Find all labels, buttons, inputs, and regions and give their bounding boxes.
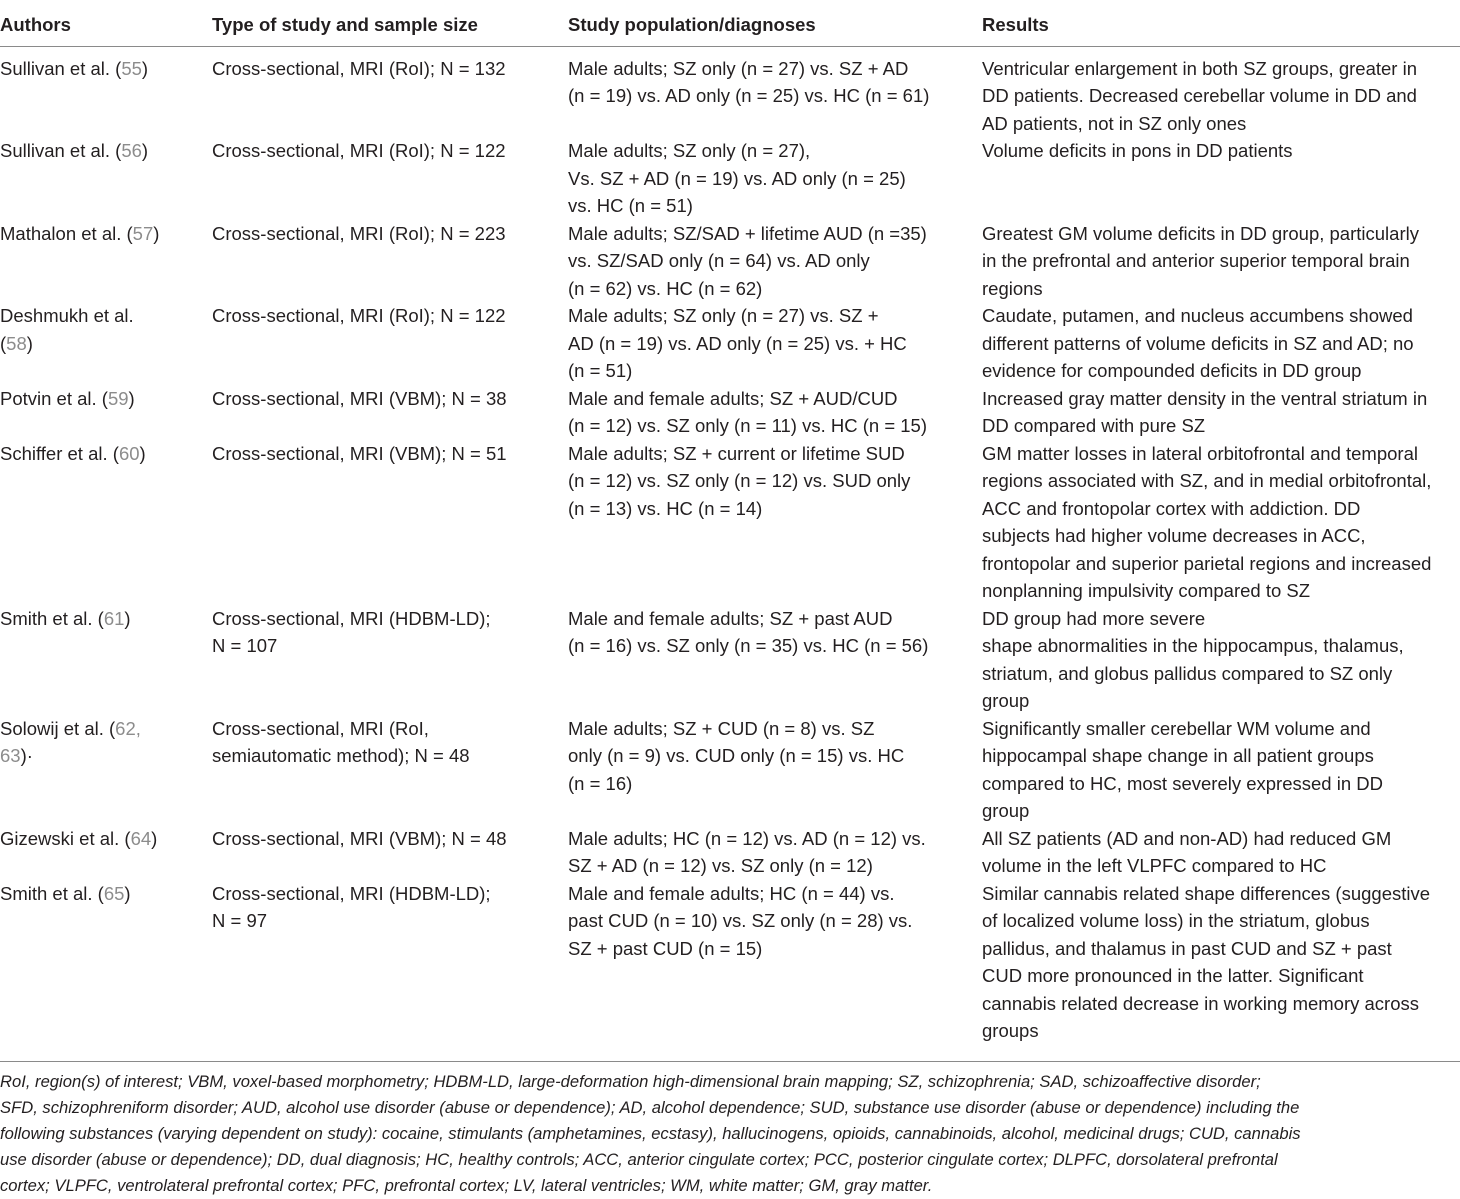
cell-study-type — [212, 825, 568, 880]
reference-link[interactable]: 56 — [121, 140, 142, 161]
cell-author — [0, 302, 212, 385]
author-name-tail: ) — [124, 607, 131, 629]
cell-population — [568, 605, 982, 715]
table-header — [0, 0, 1460, 46]
cell-population-line: AD (n = 19) vs. AD only (n = 25) vs. + HC — [568, 332, 907, 354]
reference-link[interactable]: 58 — [6, 332, 27, 354]
cell-results-line: of localized volume loss) in the striatum, globus — [982, 910, 1370, 931]
author-name: Gizewski et al. ( — [0, 827, 131, 849]
header-authors: Authors — [0, 0, 212, 46]
cell-population-line: Male and female adults; SZ + past AUD — [568, 607, 893, 629]
reference-link[interactable]: 61 — [103, 607, 125, 629]
cell-results-line: Increased gray matter density in the ventral striatum in — [982, 387, 1428, 409]
cell-study-type-line: N = 97 — [212, 910, 268, 931]
cell-results-line: DD group had more severe — [982, 607, 1206, 629]
cell-results-line: CUD more pronounced in the latter. Significant — [982, 965, 1364, 986]
reference-link[interactable]: 59 — [107, 387, 129, 409]
author-name-tail: ) — [141, 57, 149, 79]
cell-population-line: Vs. SZ + AD (n = 19) vs. AD only (n = 25) — [568, 167, 906, 189]
cell-study-type-line: Cross-sectional, MRI (HDBM-LD); — [212, 882, 491, 904]
cell-population — [568, 302, 982, 385]
author-name-tail: ) — [26, 332, 33, 354]
cell-results-line: DD compared with pure SZ — [982, 415, 1206, 436]
reference-link[interactable]: 63 — [0, 745, 21, 766]
cell-population-line: only (n = 9) vs. CUD only (n = 15) vs. HC — [568, 745, 905, 766]
cell-results-line: regions — [982, 277, 1043, 299]
cell-results-line: cannabis related decrease in working memory across — [982, 992, 1420, 1014]
cell-results-line: in the prefrontal and anterior superior temporal brain — [982, 250, 1410, 271]
cell-population — [568, 715, 982, 825]
cell-results-line: group — [982, 800, 1030, 821]
cell-population-line: (n = 19) vs. AD only (n = 25) vs. HC (n = 61) — [568, 85, 930, 106]
cell-study-type-line: Cross-sectional, MRI (RoI, — [212, 717, 429, 739]
author-name-tail: ) — [128, 387, 135, 409]
table-row — [0, 137, 1460, 220]
cell-results-line: ACC and frontopolar cortex with addiction. DD — [982, 497, 1361, 519]
author-name: Mathalon et al. ( — [0, 222, 133, 244]
cell-results-line: AD patients, not in SZ only ones — [982, 112, 1247, 134]
author-name: Smith et al. ( — [0, 607, 104, 629]
table-row — [0, 715, 1460, 825]
cell-population — [568, 440, 982, 605]
cell-author — [0, 605, 212, 715]
cell-study-type — [212, 137, 568, 220]
cell-author — [0, 440, 212, 605]
header-results: Results — [982, 0, 1460, 46]
cell-study-type-line: Cross-sectional, MRI (VBM); N = 38 — [212, 387, 507, 409]
cell-study-type — [212, 302, 568, 385]
cell-population-line: Male and female adults; HC (n = 44) vs. — [568, 882, 895, 904]
cell-population-line: (n = 12) vs. SZ only (n = 12) vs. SUD only — [568, 470, 911, 491]
header-study-type: Type of study and sample size — [212, 0, 568, 46]
cell-results-line: regions associated with SZ, and in medial orbitofrontal, — [982, 470, 1432, 491]
cell-results-line: groups — [982, 1020, 1039, 1041]
header-row — [0, 0, 1460, 46]
author-name-tail: ) — [141, 140, 149, 161]
cell-results — [982, 385, 1460, 440]
header-population: Study population/diagnoses — [568, 0, 982, 46]
cell-population-line: (n = 13) vs. HC (n = 14) — [568, 497, 763, 519]
cell-study-type — [212, 440, 568, 605]
cell-results-line: hippocampal shape change in all patient groups — [982, 745, 1374, 766]
cell-results — [982, 137, 1460, 220]
cell-results-line: Caudate, putamen, and nucleus accumbens showed — [982, 305, 1413, 326]
cell-author — [0, 880, 212, 1051]
reference-link[interactable]: 64 — [130, 827, 152, 849]
cell-results-line: compared to HC, most severely expressed in DD — [982, 772, 1383, 794]
cell-results-line: All SZ patients (AD and non-AD) had reduced GM — [982, 827, 1392, 849]
cell-population-line: past CUD (n = 10) vs. SZ only (n = 28) vs. — [568, 910, 913, 931]
table-body — [0, 46, 1460, 1051]
cell-study-type-line: Cross-sectional, MRI (RoI); N = 223 — [212, 222, 506, 244]
author-name-cont: ( — [0, 332, 7, 354]
author-name: Sullivan et al. ( — [0, 57, 122, 79]
cell-population — [568, 825, 982, 880]
cell-population — [568, 137, 982, 220]
cell-results-line: striatum, and globus pallidus compared to SZ only — [982, 662, 1393, 684]
footnote-line: following substances (varying dependent on study): cocaine, stimulants (amphetamines, ecstasy), hallucinogens, opioids, cannabinoids, alcohol, medicinal drugs; CUD, cannabis — [0, 1124, 1301, 1143]
cell-study-type — [212, 605, 568, 715]
cell-population-line: (n = 16) vs. SZ only (n = 35) vs. HC (n = 56) — [568, 635, 929, 656]
cell-results — [982, 302, 1460, 385]
cell-population — [568, 385, 982, 440]
author-name-tail: ) — [153, 222, 160, 244]
reference-link[interactable]: 62, — [115, 717, 141, 739]
table-row — [0, 440, 1460, 605]
cell-results-line: shape abnormalities in the hippocampus, thalamus, — [982, 635, 1404, 656]
cell-results — [982, 605, 1460, 715]
footnote-line: use disorder (abuse or dependence); DD, dual diagnosis; HC, healthy controls; ACC, anterior cingulate cortex; PCC, posterior cingulate cortex; DLPFC, dorsolateral prefrontal — [0, 1150, 1278, 1169]
cell-population-line: Male adults; SZ only (n = 27) vs. SZ + AD — [568, 57, 909, 79]
cell-results — [982, 220, 1460, 303]
cell-study-type-line: Cross-sectional, MRI (VBM); N = 51 — [212, 442, 507, 464]
table-row — [0, 605, 1460, 715]
cell-study-type-line: Cross-sectional, MRI (RoI); N = 132 — [212, 57, 506, 79]
cell-results-line: group — [982, 690, 1030, 711]
cell-population-line: vs. HC (n = 51) — [568, 195, 693, 216]
table-row — [0, 220, 1460, 303]
author-name: Smith et al. ( — [0, 882, 104, 904]
reference-link[interactable]: 57 — [132, 222, 154, 244]
cell-results-line: Ventricular enlargement in both SZ groups, greater in — [982, 57, 1417, 79]
cell-author — [0, 715, 212, 825]
cell-study-type-line: Cross-sectional, MRI (HDBM-LD); — [212, 607, 491, 629]
footnote-line: SFD, schizophreniform disorder; AUD, alcohol use disorder (abuse or dependence); AD, alcohol dependence; SUD, substance use disorder (abuse or dependence) including the — [0, 1098, 1300, 1117]
reference-link[interactable]: 60 — [118, 442, 140, 464]
cell-population-line: SZ + past CUD (n = 15) — [568, 937, 763, 959]
author-name-tail: ) — [139, 442, 146, 464]
cell-population-line: Male adults; SZ/SAD + lifetime AUD (n =35) — [568, 222, 927, 244]
cell-study-type-line: N = 107 — [212, 635, 278, 656]
cell-author — [0, 137, 212, 220]
cell-results — [982, 825, 1460, 880]
cell-population — [568, 880, 982, 1051]
cell-population-line: Male adults; HC (n = 12) vs. AD (n = 12) vs. — [568, 827, 926, 849]
cell-population-line: (n = 51) — [568, 360, 633, 381]
author-name: Schiffer et al. ( — [0, 442, 119, 464]
author-name: Deshmukh et al. — [0, 305, 134, 326]
cell-author — [0, 220, 212, 303]
cell-results — [982, 440, 1460, 605]
cell-results-line: GM matter losses in lateral orbitofrontal and temporal — [982, 442, 1418, 464]
cell-study-type-line: Cross-sectional, MRI (RoI); N = 122 — [212, 305, 506, 326]
cell-study-type — [212, 880, 568, 1051]
cell-results-line: Volume deficits in pons in DD patients — [982, 140, 1293, 161]
cell-author — [0, 46, 212, 137]
cell-population-line: vs. SZ/SAD only (n = 64) vs. AD only — [568, 250, 870, 271]
cell-results — [982, 46, 1460, 137]
cell-results-line: different patterns of volume deficits in SZ and AD; no — [982, 332, 1414, 354]
cell-results — [982, 880, 1460, 1051]
cell-results-line: frontopolar and superior parietal regions and increased — [982, 552, 1432, 574]
cell-population-line: Male adults; SZ + CUD (n = 8) vs. SZ — [568, 717, 875, 739]
cell-results — [982, 715, 1460, 825]
cell-population-line: Male adults; SZ only (n = 27), — [568, 140, 811, 161]
cell-results-line: volume in the left VLPFC compared to HC — [982, 855, 1327, 876]
cell-study-type-line: semiautomatic method); N = 48 — [212, 745, 470, 766]
cell-population-line: Male and female adults; SZ + AUD/CUD — [568, 387, 898, 409]
author-name-tail: ) — [151, 827, 158, 849]
cell-study-type — [212, 220, 568, 303]
cell-results-line: subjects had higher volume decreases in ACC, — [982, 525, 1366, 546]
author-name-tail: ) — [124, 882, 131, 904]
author-name: Sullivan et al. ( — [0, 140, 122, 161]
cell-results-line: DD patients. Decreased cerebellar volume in DD and — [982, 85, 1417, 106]
cell-population — [568, 46, 982, 137]
reference-link[interactable]: 65 — [103, 882, 125, 904]
cell-study-type — [212, 385, 568, 440]
cell-population-line: (n = 62) vs. HC (n = 62) — [568, 277, 763, 299]
reference-link[interactable]: 55 — [121, 57, 142, 79]
cell-author — [0, 825, 212, 880]
footnote-line: cortex; VLPFC, ventrolateral prefrontal cortex; PFC, prefrontal cortex; LV, lateral ventricles; WM, white matter; GM, gray matter. — [0, 1176, 933, 1195]
cell-population — [568, 220, 982, 303]
author-name-tail: )· — [20, 745, 33, 766]
cell-study-type — [212, 715, 568, 825]
cell-results-line: Similar cannabis related shape differences (suggestive — [982, 882, 1431, 904]
footnote-line: RoI, region(s) of interest; VBM, voxel-based morphometry; HDBM-LD, large-deformation high-dimensional brain mapping; SZ, schizophrenia; SAD, schizoaffective disorder; — [0, 1072, 1261, 1091]
table-row — [0, 385, 1460, 440]
cell-study-type-line: Cross-sectional, MRI (VBM); N = 48 — [212, 827, 507, 849]
cell-results-line: Greatest GM volume deficits in DD group, particularly — [982, 222, 1419, 244]
cell-population-line: Male adults; SZ only (n = 27) vs. SZ + — [568, 305, 879, 326]
table-row — [0, 880, 1460, 1051]
cell-study-type — [212, 46, 568, 137]
cell-population-line: (n = 12) vs. SZ only (n = 11) vs. HC (n = 15) — [568, 415, 927, 436]
cell-author — [0, 385, 212, 440]
table-row — [0, 825, 1460, 880]
author-name: Solowij et al. ( — [0, 717, 116, 739]
cell-results-line: pallidus, and thalamus in past CUD and SZ + past — [982, 937, 1392, 959]
cell-population-line: SZ + AD (n = 12) vs. SZ only (n = 12) — [568, 855, 873, 876]
table-row — [0, 302, 1460, 385]
cell-results-line: Significantly smaller cerebellar WM volume and — [982, 717, 1371, 739]
cell-population-line: Male adults; SZ + current or lifetime SUD — [568, 442, 905, 464]
table-row — [0, 46, 1460, 137]
table-footnote — [0, 1061, 1460, 1199]
cell-results-line: nonplanning impulsivity compared to SZ — [982, 580, 1311, 601]
cell-results-line: evidence for compounded deficits in DD group — [982, 360, 1362, 381]
cell-study-type-line: Cross-sectional, MRI (RoI); N = 122 — [212, 140, 506, 161]
cell-population-line: (n = 16) — [568, 772, 633, 794]
author-name: Potvin et al. ( — [0, 387, 108, 409]
